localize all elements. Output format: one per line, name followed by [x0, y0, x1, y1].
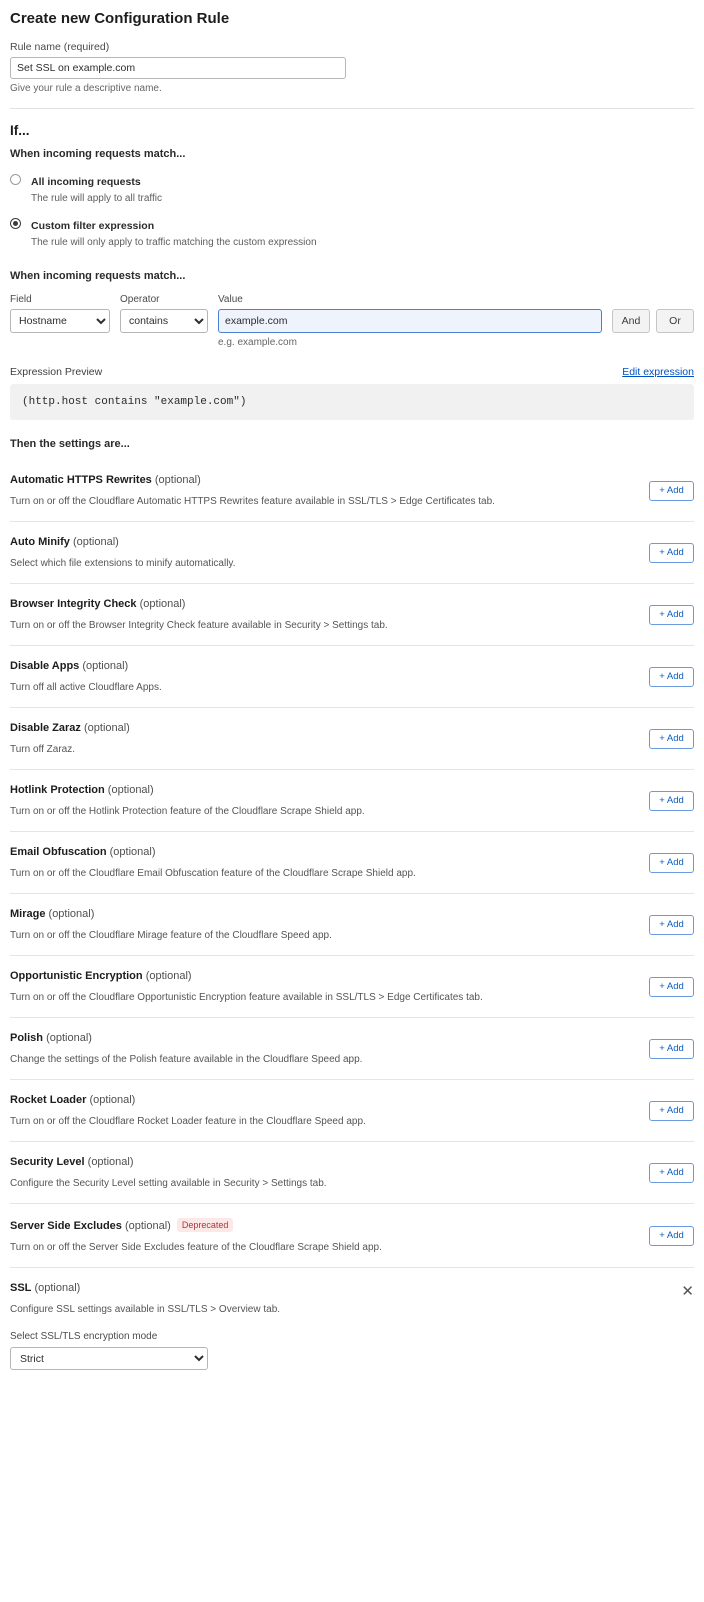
setting-optional: (optional): [34, 1282, 81, 1294]
field-column: [10, 294, 110, 333]
and-button[interactable]: And: [612, 309, 650, 333]
setting-row: [10, 955, 694, 1017]
builder-label: When incoming requests match...: [10, 270, 186, 282]
radio-option-custom-filter[interactable]: [10, 216, 694, 248]
add-setting-button[interactable]: + Add: [649, 605, 694, 625]
setting-desc: Turn on or off the Cloudflare Email Obfuscation feature of the Cloudflare Scrape Shield app.: [10, 868, 416, 879]
setting-name: Mirage: [10, 908, 46, 920]
logic-buttons: [612, 294, 694, 333]
setting-row: [10, 769, 694, 831]
rule-name-input[interactable]: [10, 57, 346, 79]
setting-optional: (optional): [72, 536, 119, 548]
edit-expression-link[interactable]: Edit expression: [622, 366, 694, 378]
setting-title: [10, 660, 694, 672]
setting-name: Disable Apps: [10, 660, 80, 672]
setting-title: [10, 846, 694, 858]
setting-optional: (optional): [87, 1156, 134, 1168]
page-title: Create new Configuration Rule: [10, 10, 230, 27]
setting-title: [10, 908, 694, 920]
rule-name-help: Give your rule a descriptive name.: [10, 83, 162, 94]
value-hint: e.g. example.com: [218, 337, 297, 348]
setting-title: [10, 784, 694, 796]
add-setting-button[interactable]: + Add: [649, 915, 694, 935]
add-setting-button[interactable]: + Add: [649, 1226, 694, 1246]
if-section-heading: If...: [10, 123, 30, 138]
setting-optional: (optional): [154, 474, 201, 486]
setting-desc: Select which file extensions to minify automatically.: [10, 558, 236, 569]
radio-label-all-requests: All incoming requests: [31, 176, 141, 188]
setting-title: [10, 1218, 694, 1232]
setting-name: SSL: [10, 1282, 32, 1294]
add-setting-button[interactable]: + Add: [649, 543, 694, 563]
setting-desc: Turn off all active Cloudflare Apps.: [10, 682, 162, 693]
setting-name: Server Side Excludes: [10, 1220, 122, 1232]
operator-select[interactable]: [120, 309, 208, 333]
divider: [10, 108, 694, 109]
setting-name: Auto Minify: [10, 536, 70, 548]
radio-icon-custom-filter[interactable]: [10, 218, 21, 229]
value-label: Value: [218, 294, 243, 305]
setting-optional: (optional): [83, 722, 130, 734]
setting-optional: (optional): [124, 1220, 171, 1232]
setting-title: [10, 598, 694, 610]
radio-label-custom-filter: Custom filter expression: [31, 220, 155, 232]
setting-name: Browser Integrity Check: [10, 598, 137, 610]
setting-row: [10, 1203, 694, 1267]
setting-optional: (optional): [89, 1094, 136, 1106]
setting-title: [10, 970, 694, 982]
radio-desc-custom-filter: The rule will only apply to traffic matching the custom expression: [31, 237, 317, 248]
add-setting-button[interactable]: + Add: [649, 853, 694, 873]
add-setting-button[interactable]: + Add: [649, 481, 694, 501]
setting-name: Automatic HTTPS Rewrites: [10, 474, 152, 486]
setting-row: [10, 831, 694, 893]
setting-desc: Turn on or off the Hotlink Protection feature of the Cloudflare Scrape Shield app.: [10, 806, 365, 817]
setting-row: [10, 1017, 694, 1079]
setting-row: [10, 460, 694, 521]
ssl-mode-label: Select SSL/TLS encryption mode: [10, 1331, 158, 1342]
setting-optional: (optional): [139, 598, 186, 610]
setting-optional: (optional): [109, 846, 156, 858]
setting-title: [10, 1094, 694, 1106]
setting-name: Opportunistic Encryption: [10, 970, 143, 982]
setting-row-ssl: [10, 1267, 694, 1384]
setting-name: Rocket Loader: [10, 1094, 87, 1106]
then-settings-label: Then the settings are...: [10, 438, 130, 450]
setting-desc: Turn on or off the Cloudflare Mirage feature of the Cloudflare Speed app.: [10, 930, 332, 941]
or-button[interactable]: Or: [656, 309, 694, 333]
field-select[interactable]: [10, 309, 110, 333]
setting-desc: Configure SSL settings available in SSL/TLS > Overview tab.: [10, 1304, 281, 1315]
setting-optional: (optional): [48, 908, 95, 920]
add-setting-button[interactable]: + Add: [649, 667, 694, 687]
add-setting-button[interactable]: + Add: [649, 1163, 694, 1183]
expression-preview-label: Expression Preview: [10, 366, 103, 378]
setting-name: Disable Zaraz: [10, 722, 81, 734]
radio-desc-all-requests: The rule will apply to all traffic: [31, 193, 162, 204]
radio-icon-all-requests[interactable]: [10, 174, 21, 185]
match-label: When incoming requests match...: [10, 148, 186, 160]
setting-optional: (optional): [82, 660, 129, 672]
value-input[interactable]: [218, 309, 602, 333]
status-badge: Deprecated: [177, 1218, 234, 1232]
setting-optional: (optional): [46, 1032, 92, 1044]
configuration-rule-form: [0, 10, 704, 1384]
setting-row: [10, 583, 694, 645]
setting-name: Security Level: [10, 1156, 85, 1168]
settings-list: [10, 460, 694, 1384]
setting-row: [10, 645, 694, 707]
operator-column: [120, 294, 208, 333]
setting-name: Polish: [10, 1032, 44, 1044]
setting-row: [10, 707, 694, 769]
rule-name-group: [10, 41, 694, 94]
radio-option-all-requests[interactable]: [10, 172, 694, 204]
setting-desc: Configure the Security Level setting available in Security > Settings tab.: [10, 1178, 327, 1189]
setting-row: [10, 521, 694, 583]
expression-preview-box: (http.host contains "example.com"): [10, 384, 694, 420]
expression-builder-row: [10, 294, 694, 348]
value-column: [218, 294, 602, 348]
setting-name: Email Obfuscation: [10, 846, 107, 858]
setting-desc: Turn on or off the Server Side Excludes feature of the Cloudflare Scrape Shield app.: [10, 1242, 382, 1253]
rule-name-label: Rule name (required): [10, 41, 110, 53]
setting-desc: Turn on or off the Cloudflare Automatic HTTPS Rewrites feature available in SSL/TLS > Edge Certificates tab.: [10, 496, 495, 507]
add-setting-button[interactable]: + Add: [649, 977, 694, 997]
close-icon[interactable]: ✕: [681, 1283, 694, 1300]
setting-row: [10, 1141, 694, 1203]
setting-title: [10, 1032, 694, 1044]
setting-title: [10, 536, 694, 548]
add-setting-button[interactable]: + Add: [649, 1101, 694, 1121]
setting-desc: Turn on or off the Cloudflare Opportunistic Encryption feature available in SSL/TLS > Edge Certificates tab.: [10, 992, 483, 1003]
setting-row: [10, 1079, 694, 1141]
operator-label: Operator: [120, 294, 160, 305]
setting-title: [10, 474, 694, 486]
add-setting-button[interactable]: + Add: [649, 729, 694, 749]
add-setting-button[interactable]: + Add: [649, 791, 694, 811]
setting-name: Hotlink Protection: [10, 784, 105, 796]
setting-desc: Change the settings of the Polish feature available in the Cloudflare Speed app.: [10, 1054, 363, 1065]
setting-optional: (optional): [145, 970, 192, 982]
setting-title: [10, 1282, 694, 1294]
setting-row: [10, 893, 694, 955]
setting-title: [10, 722, 694, 734]
setting-desc: Turn off Zaraz.: [10, 744, 76, 755]
setting-desc: Turn on or off the Cloudflare Rocket Loader feature in the Cloudflare Speed app.: [10, 1116, 366, 1127]
field-label: Field: [10, 294, 32, 305]
setting-optional: (optional): [107, 784, 154, 796]
ssl-mode-select[interactable]: [10, 1347, 208, 1370]
add-setting-button[interactable]: + Add: [649, 1039, 694, 1059]
expression-preview-header: [10, 366, 694, 378]
setting-desc: Turn on or off the Browser Integrity Check feature available in Security > Settings tab.: [10, 620, 388, 631]
setting-title: [10, 1156, 694, 1168]
